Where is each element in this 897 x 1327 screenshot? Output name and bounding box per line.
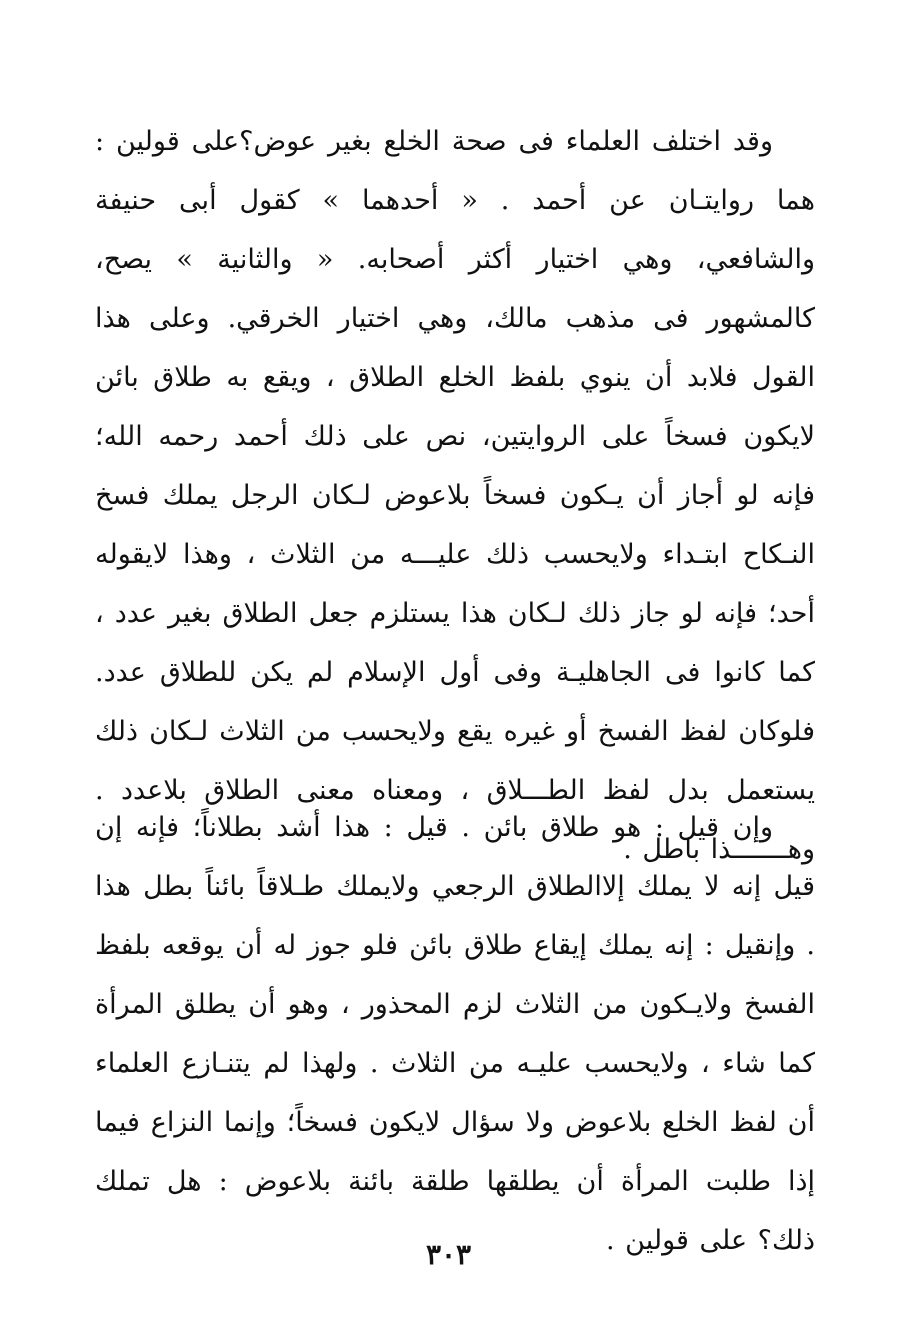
page-number: ٣٠٣	[425, 1238, 472, 1271]
paragraph-1-text: وقد اختلف العلماء فى صحة الخلع بغير عوض؟على قولين : هما روايتـان عن أحمد . « أحدهما » كقول أبى حنيفة والشافعي، وهي اختيار أكثر أصحابه. « والثانية » يصح، كالمشهور فى مذهب مالك، وهي اختيار الخرقي. وعلى هذا القول فلابد أن ينوي بلفظ الخلع الطلاق ، ويقع به طلاق بائن لايكون فسخاً على الروايتين، نص على ذلك أحمد رحمه الله؛ فإنه لو أجاز أن يـكون فسخاً بلاعوض لـكان الرجل يملك فسخ النـكاح ابتـداء ولايحسب ذلك عليـــه من الثلاث ، وهذا لايقوله أحد؛ فإنه لو جاز ذلك لـكان هذا يستلزم جعل الطلاق بغير عدد ، كما كانوا فى الجاهليـة وفى أول الإسلام لم يكن للطلاق عدد. فلوكان لفظ الفسخ أو غيره يقع ولايحسب من الثلاث لـكان ذلك يستعمل بدل لفظ الطـــلاق ، ومعناه معنى الطلاق بلاعدد . وهـــــــذا باطل .	[95, 126, 815, 865]
paragraph-1	[95, 112, 815, 879]
paragraph-2	[95, 798, 815, 1270]
paragraph-2-text: وإن قيل : هو طلاق بائن . قيل : هذا أشد بطلاناً؛ فإنه إن قيل إنه لا يملك إلاالطلاق الرجعي ولايملك طـلاقاً بائناً بطل هذا . وإنقيل : إنه يملك إيقاع طلاق بائن فلو جوز له أن يوقعه بلفظ الفسخ ولايـكون من الثلاث لزم المحذور ، وهو أن يطلق المرأة كما شاء ، ولايحسب عليـه من الثلاث . ولهذا لم يتنـازع العلماء أن لفظ الخلع بلاعوض ولا سؤال لايكون فسخاً؛ وإنما النزاع فيما إذا طلبت المرأة أن يطلقها طلقة بائنة بلاعوض : هل تملك ذلك؟ على قولين .	[95, 812, 815, 1256]
